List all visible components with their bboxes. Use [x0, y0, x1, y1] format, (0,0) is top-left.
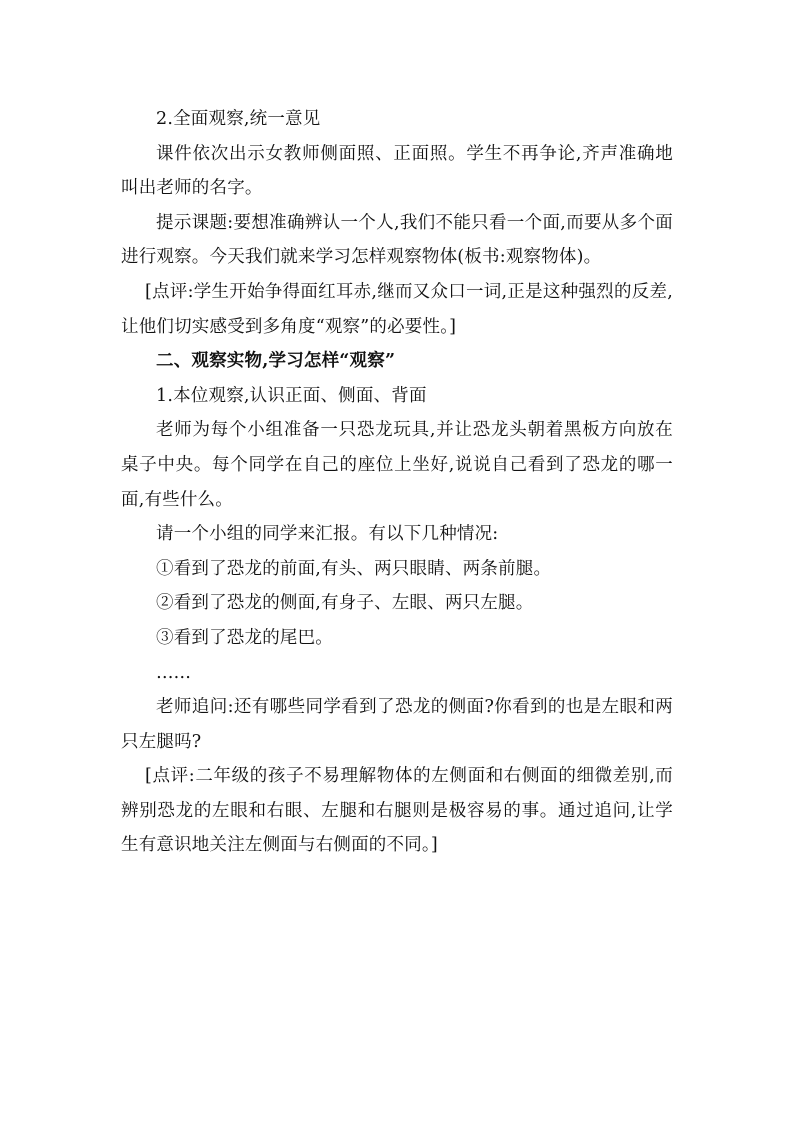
ellipsis: …… [156, 662, 191, 683]
document-body [121, 102, 673, 863]
comment-left-right-sides: [点评:二年级的孩子不易理解物体的左侧面和右侧面的细微差别,而辨别恐龙的左眼和右眼、左腿和右腿则是极容易的事。通过追问,让学生有意识地关注左侧面与右侧面的不同。] [121, 766, 673, 856]
section-subheading-overall-observation: 2.全面观察,统一意见 [156, 109, 321, 129]
paragraph-dinosaur-toy: 老师为每个小组准备一只恐龙玩具,并让恐龙头朝着黑板方向放在桌子中央。每个同学在自己的座位上坐好,说说自己看到了恐龙的哪一面,有些什么。 [121, 420, 673, 510]
paragraph-group-report: 请一个小组的同学来汇报。有以下几种情况: [156, 524, 499, 545]
section-heading-observe-objects: 二、观察实物,学习怎样“观察” [156, 351, 396, 372]
paragraph-courseware-photos: 课件依次出示女教师侧面照、正面照。学生不再争论,齐声准确地叫出老师的名字。 [121, 143, 673, 199]
list-item-side-view: ②看到了恐龙的侧面,有身子、左眼、两只左腿。 [156, 593, 534, 614]
paragraph-lesson-topic: 提示课题:要想准确辨认一个人,我们不能只看一个面,而要从多个面进行观察。今天我们就来学习怎样观察物体(板书:观察物体)。 [121, 212, 673, 268]
section-subheading-local-observation: 1.本位观察,认识正面、侧面、背面 [156, 385, 427, 406]
paragraph-teacher-question: 老师追问:还有哪些同学看到了恐龙的侧面?你看到的也是左眼和两只左腿吗? [121, 697, 673, 752]
list-item-front-view: ①看到了恐龙的前面,有头、两只眼睛、两条前腿。 [156, 558, 552, 579]
comment-contrast: [点评:学生开始争得面红耳赤,继而又众口一词,正是这种强烈的反差,让他们切实感受到多角度“观察”的必要性。] [121, 281, 673, 337]
list-item-tail-view: ③看到了恐龙的尾巴。 [156, 627, 333, 648]
